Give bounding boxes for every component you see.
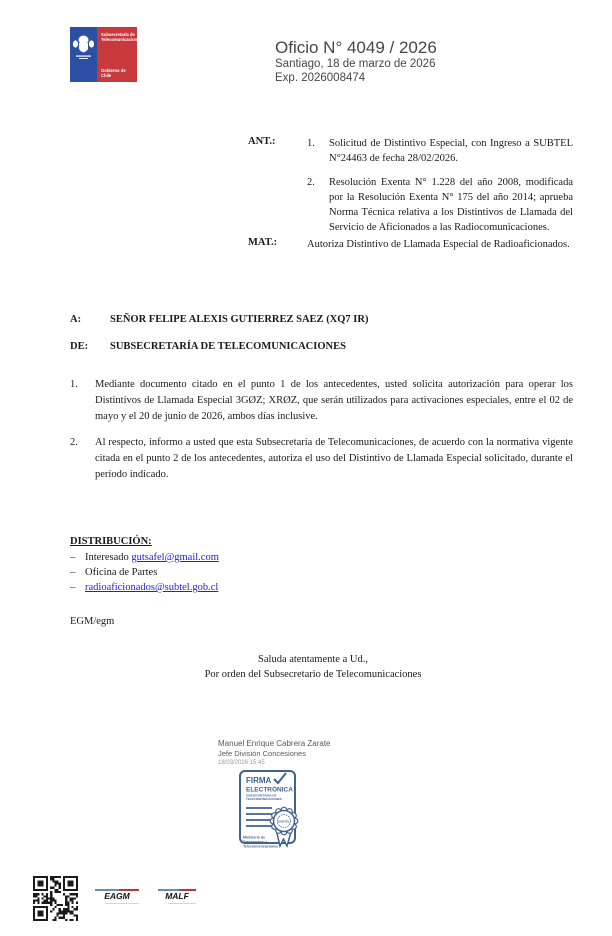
government-logo <box>70 27 142 82</box>
interested-party-email-link[interactable]: gutsafel@gmail.com <box>131 552 219 563</box>
from-line <box>70 341 346 352</box>
distribution-item <box>70 550 219 565</box>
logo-blue-panel <box>70 27 97 82</box>
stamp-ministry-line: Transportes y <box>243 840 267 844</box>
distribution-item <box>70 580 219 595</box>
signer-signature-line <box>168 903 196 904</box>
dash-bullet: – <box>70 552 76 563</box>
stamp-telecom-label: TELECOMUNICACIONES <box>246 797 282 801</box>
mat-label: MAT.: <box>248 237 278 248</box>
paragraph-number: 1. <box>70 379 78 390</box>
distribution-item-text: Oficina de Partes <box>85 567 158 578</box>
qr-code <box>33 876 78 921</box>
closing-line: Saluda atentamente a Ud., <box>258 654 368 665</box>
stamp-subsecretaria-label: SUBSECRETARIA DE <box>246 793 277 798</box>
signer-title: Jefe División Concesiones <box>218 749 306 758</box>
ant-label: ANT.: <box>248 136 276 147</box>
body-paragraph <box>70 377 573 425</box>
signer-initials: MALF <box>165 891 189 901</box>
body-paragraph <box>70 435 573 483</box>
stamp-ministry-line: Ministerio de <box>243 835 266 840</box>
ant-item <box>307 136 573 166</box>
coat-of-arms-icon <box>70 27 97 82</box>
signer-name: Manuel Enrique Cabrera Zarate <box>218 739 331 748</box>
distribution-section <box>70 536 219 595</box>
signer-signature-line <box>105 903 139 904</box>
closing-block <box>0 652 612 682</box>
signer-initials: EAGM <box>104 891 130 901</box>
logo-government-label: Gobierno de Chile <box>101 68 126 78</box>
distribution-title: DISTRIBUCIÓN: <box>70 536 152 547</box>
seal-subtel-label: SUBTEL <box>278 819 290 824</box>
closing-line: Por orden del Subsecretario de Telecomunicaciones <box>204 669 422 680</box>
stamp-ministry-line: Telecomunicaciones <box>243 844 279 849</box>
logo-ministry-label: Subsecretaría de Telecomunicaciones <box>101 32 142 42</box>
dash-bullet: – <box>70 567 76 578</box>
mat-text: Autoriza Distintivo de Llamada Especial de Radioaficionados. <box>307 239 570 250</box>
ant-item-text: Solicitud de Distintivo Especial, con Ingreso a SUBTEL N°24463 de fecha 28/02/2026. <box>329 138 573 164</box>
logo-red-panel <box>97 27 142 82</box>
paragraph-text: Mediante documento citado en el punto 1 de los antecedentes, usted solicita autorización para operar los Distintivos de Llamada Especial 3GØZ; XRØZ, que serán utilizados para activaciones especiales, entre el 02 de mayo y el 20 de junio de 2026, ambos días inclusive. <box>95 379 573 422</box>
footer-signer <box>158 889 196 904</box>
from-value: SUBSECRETARÍA DE TELECOMUNICACIONES <box>110 341 346 352</box>
distribution-item-text <box>85 580 218 595</box>
ant-item <box>307 175 573 235</box>
stamp-firma-label: FIRMA <box>246 776 272 785</box>
drafter-initials: EGM/egm <box>70 616 115 627</box>
footer-signer <box>95 889 139 904</box>
from-label: DE: <box>70 341 89 352</box>
distribution-item-text: Interesado gutsafel@gmail.com <box>85 552 219 563</box>
oficio-number: Oficio N° 4049 / 2026 <box>275 38 437 57</box>
paragraph-number: 2. <box>70 437 78 448</box>
paragraph-text: Al respecto, informo a usted que esta Subsecretaría de Telecomunicaciones, de acuerdo con la normativa vigente citada en el punto 2 de los antecedentes, autoriza el uso del Distintivo de Llamada Especial solicitado, durante el período indicado. <box>95 437 573 480</box>
ant-item-number: 2. <box>307 177 315 188</box>
dash-bullet: – <box>70 582 76 593</box>
signature-block <box>218 739 331 767</box>
to-value: SEÑOR FELIPE ALEXIS GUTIERREZ SAEZ (XQ7 IR) <box>110 314 369 325</box>
distribution-item <box>70 565 219 580</box>
to-line <box>70 314 369 325</box>
ant-item-text: Resolución Exenta N° 1.228 del año 2008, modificada por la Resolución Exenta N° 175 del año 2014; aprueba Norma Técnica relativa a los Distintivos de Llamada del Servicio de Aficionados a las Radiocomunicaciones. <box>329 177 573 233</box>
place-date: Santiago, 18 de marzo de 2026 <box>275 58 436 70</box>
ant-list <box>307 136 573 244</box>
stamp-electronica-label: ELECTRÓNICA <box>246 786 293 794</box>
signature-datetime: 18/03/2026 15:45 <box>218 760 265 766</box>
to-label: A: <box>70 314 82 325</box>
ant-item-number: 1. <box>307 138 315 149</box>
electronic-signature-stamp <box>238 769 311 855</box>
radioaficionados-email-link[interactable]: radioaficionados@subtel.gob.cl <box>85 582 219 593</box>
expediente-number: Exp. 2026008474 <box>275 72 366 84</box>
